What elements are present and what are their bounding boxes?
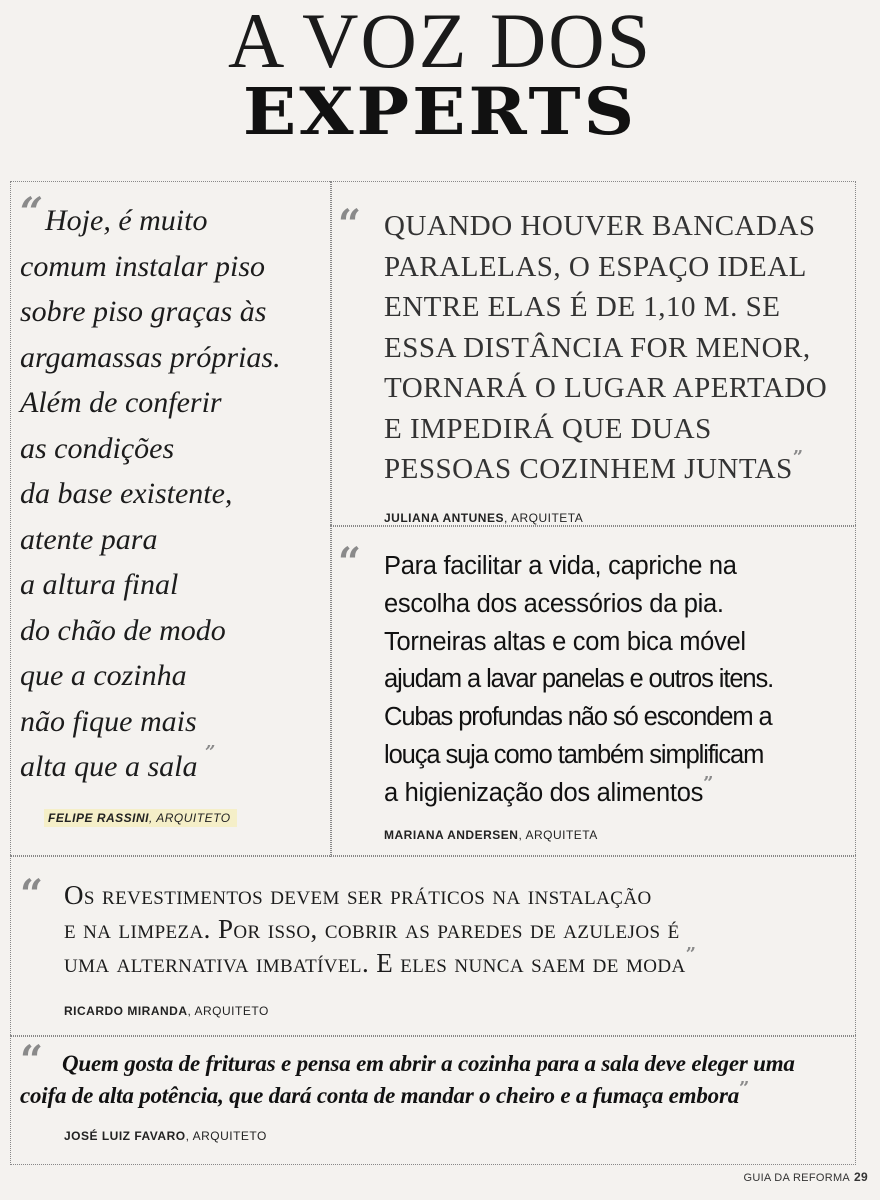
author-role: ARQUITETA	[510, 510, 584, 525]
close-quote-icon: ”	[792, 447, 802, 468]
quote-author: RICARDO MIRANDA, ARQUITETO	[64, 1004, 269, 1018]
quote-line: coifa de alta potência, que dará conta de mandar o cheiro e a fumaça embora	[20, 1083, 740, 1108]
quote-line: que a cozinha	[20, 659, 187, 692]
publication-name: GUIA DA REFORMA	[743, 1172, 851, 1184]
quote-line: PARALELAS, O ESPAÇO IDEAL	[384, 250, 807, 283]
quote-line: Cubas profundas não só escondem a	[384, 703, 772, 732]
quote-line: PESSOAS COZINHEM JUNTAS	[384, 453, 793, 485]
quote-line: do chão de modo	[20, 613, 226, 647]
close-quote-icon: ”	[703, 772, 712, 794]
quote-line: não fique mais	[20, 704, 197, 738]
quote-line: atente para	[20, 522, 158, 556]
quote-line: uma alternativa imbatível. E eles nunca saem de moda	[64, 948, 686, 978]
author-role: ARQUITETO	[156, 810, 231, 825]
quote-line: alta que a sala	[20, 750, 198, 783]
page-number: 29	[854, 1170, 868, 1184]
close-quote-icon: ”	[205, 742, 214, 763]
quote-line: da base existente,	[20, 477, 233, 510]
quote-line: as condições	[20, 431, 175, 465]
quote-line: ajudam a lavar panelas e outros itens.	[384, 665, 774, 694]
close-quote-icon: ”	[685, 944, 694, 965]
quote-2	[338, 201, 830, 538]
quote-line: ENTRE ELAS É DE 1,10 M. SE	[384, 291, 781, 323]
quote-line: Torneiras altas e com bica móvel	[384, 627, 746, 656]
author-role: ARQUITETO	[192, 1129, 267, 1143]
quote-1	[20, 189, 320, 841]
quote-line: e na limpeza. Por isso, cobrir as paredes de azulejos é	[64, 914, 680, 944]
quote-line: louça suja como também simplificam	[384, 740, 764, 769]
quote-author: MARIANA ANDERSEN, ARQUITETA	[384, 827, 598, 842]
quote-line: argamassas próprias.	[20, 340, 281, 374]
author-name: RICARDO MIRANDA	[64, 1004, 188, 1018]
close-quote-icon: ”	[739, 1078, 748, 1099]
quote-line: a higienização dos alimentos	[384, 778, 704, 807]
author-name: FELIPE RASSINI	[48, 810, 150, 825]
quote-line: Hoje, é muito	[45, 204, 208, 237]
author-name: JOSÉ LUIZ FAVARO	[64, 1129, 186, 1143]
quote-3	[338, 539, 840, 854]
quote-line: a altura final	[20, 568, 179, 601]
author-role: ARQUITETA	[525, 827, 598, 842]
open-quote-icon: “	[20, 871, 40, 918]
open-quote-icon: “	[338, 539, 358, 586]
quote-text	[338, 201, 830, 490]
quote-line: QUANDO HOUVER BANCADAS	[384, 210, 816, 242]
author-name: MARIANA ANDERSEN	[384, 827, 519, 842]
quote-text	[20, 871, 830, 980]
quote-line: TORNARÁ O LUGAR APERTADO	[384, 372, 828, 404]
author-name: JULIANA ANTUNES	[384, 510, 504, 525]
quote-line: E IMPEDIRÁ QUE DUAS	[384, 412, 712, 445]
quote-text	[20, 1037, 850, 1112]
author-role: ARQUITETO	[194, 1004, 269, 1018]
open-quote-icon: “	[20, 1037, 40, 1084]
page-footer	[743, 1170, 868, 1184]
quote-line: Os revestimentos devem ser práticos na instalação	[64, 880, 652, 910]
page-title-line1: A VOZ DOS	[228, 0, 652, 84]
quote-line: Quem gosta de frituras e pensa em abrir a cozinha para a sala deve eleger uma	[62, 1051, 795, 1076]
quote-author: JOSÉ LUIZ FAVARO, ARQUITETO	[64, 1129, 267, 1143]
open-quote-icon: “	[20, 189, 40, 236]
quote-line: comum instalar piso	[20, 249, 266, 283]
quote-4	[20, 871, 830, 1028]
quote-line: escolha dos acessórios da pia.	[384, 589, 724, 618]
quote-line: sobre piso graças às	[20, 295, 267, 328]
open-quote-icon: “	[338, 201, 358, 248]
quote-line: ESSA DISTÂNCIA FOR MENOR,	[384, 331, 811, 364]
quote-line: Além de conferir	[20, 386, 222, 419]
quote-text	[20, 189, 320, 790]
quote-5	[20, 1037, 850, 1152]
quote-text	[338, 539, 840, 813]
page-title-line2: EXPERTS	[242, 73, 638, 150]
quote-author: JULIANA ANTUNES, ARQUITETA	[384, 510, 584, 525]
quote-author: FELIPE RASSINI, ARQUITETO	[44, 796, 320, 842]
quote-line: Para facilitar a vida, capriche na	[384, 552, 737, 580]
